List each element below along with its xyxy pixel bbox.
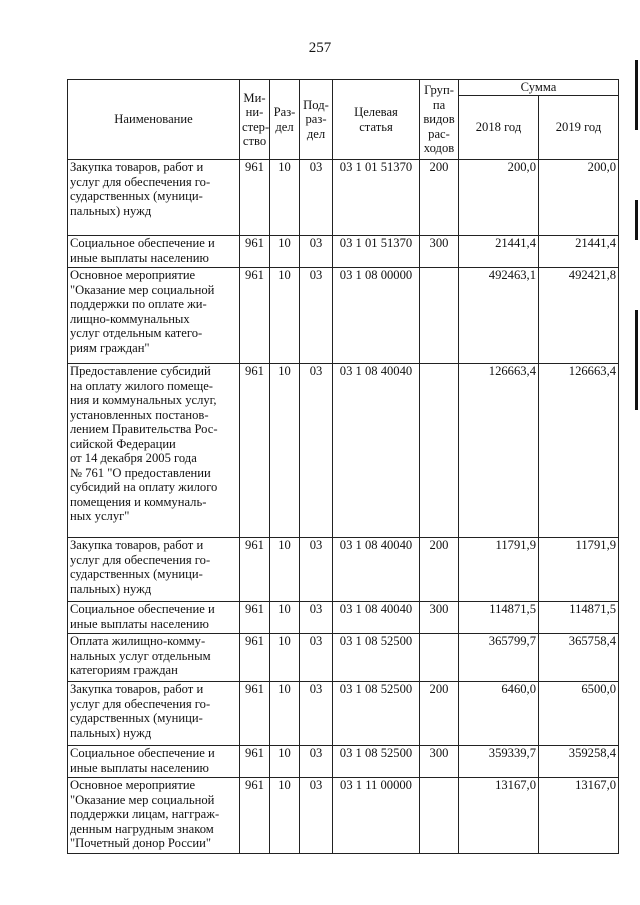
table-row [68, 746, 619, 778]
row-amount-2018: 11791,9 [459, 538, 539, 602]
row-target-article: 03 1 01 51370 [333, 236, 420, 268]
row-subsection: 03 [300, 746, 333, 778]
row-amount-2018: 200,0 [459, 160, 539, 236]
row-target-article: 03 1 08 00000 [333, 268, 420, 364]
row-ministry: 961 [240, 634, 270, 682]
header-subsection: Под- раз- дел [300, 80, 333, 160]
row-name: Основное мероприятие "Оказание мер социальной поддержки лицам, нагграж- денным нагрудным знаком "Почетный донор России" [68, 778, 240, 854]
row-target-article: 03 1 08 40040 [333, 602, 420, 634]
row-section: 10 [270, 778, 300, 854]
row-expense-group: 200 [420, 538, 459, 602]
row-ministry: 961 [240, 160, 270, 236]
row-amount-2018: 21441,4 [459, 236, 539, 268]
row-subsection: 03 [300, 268, 333, 364]
row-target-article: 03 1 08 52500 [333, 634, 420, 682]
header-year-2019: 2019 год [539, 96, 619, 160]
row-subsection: 03 [300, 634, 333, 682]
header-name: Наименование [68, 80, 240, 160]
row-subsection: 03 [300, 682, 333, 746]
row-ministry: 961 [240, 364, 270, 538]
header-year-2018: 2018 год [459, 96, 539, 160]
row-expense-group: 200 [420, 682, 459, 746]
row-subsection: 03 [300, 236, 333, 268]
row-target-article: 03 1 08 40040 [333, 538, 420, 602]
row-section: 10 [270, 160, 300, 236]
table-row [68, 236, 619, 268]
row-target-article: 03 1 01 51370 [333, 160, 420, 236]
row-ministry: 961 [240, 746, 270, 778]
scan-edge-mark [635, 60, 638, 130]
row-target-article: 03 1 08 52500 [333, 682, 420, 746]
row-expense-group: 200 [420, 160, 459, 236]
row-amount-2019: 21441,4 [539, 236, 619, 268]
row-amount-2019: 114871,5 [539, 602, 619, 634]
row-expense-group [420, 634, 459, 682]
row-amount-2019: 126663,4 [539, 364, 619, 538]
row-section: 10 [270, 236, 300, 268]
row-name: Закупка товаров, работ и услуг для обеспечения го- сударственных (муници- пальных) нужд [68, 160, 240, 236]
row-amount-2018: 114871,5 [459, 602, 539, 634]
row-target-article: 03 1 08 40040 [333, 364, 420, 538]
header-section: Раз- дел [270, 80, 300, 160]
row-section: 10 [270, 538, 300, 602]
row-ministry: 961 [240, 778, 270, 854]
row-amount-2019: 492421,8 [539, 268, 619, 364]
row-amount-2019: 11791,9 [539, 538, 619, 602]
row-subsection: 03 [300, 160, 333, 236]
table-header [68, 80, 619, 160]
scan-edge-mark [635, 200, 638, 240]
row-amount-2019: 6500,0 [539, 682, 619, 746]
row-ministry: 961 [240, 538, 270, 602]
row-name: Оплата жилищно-комму- нальных услуг отдельным категориям граждан [68, 634, 240, 682]
row-target-article: 03 1 08 52500 [333, 746, 420, 778]
row-name: Закупка товаров, работ и услуг для обеспечения го- сударственных (муници- пальных) нужд [68, 538, 240, 602]
row-amount-2018: 365799,7 [459, 634, 539, 682]
row-name: Закупка товаров, работ и услуг для обеспечения го- сударственных (муници- пальных) нужд [68, 682, 240, 746]
budget-table [67, 79, 619, 854]
row-ministry: 961 [240, 236, 270, 268]
row-amount-2019: 200,0 [539, 160, 619, 236]
scan-edge-mark [635, 310, 638, 410]
header-target-article: Целевая статья [333, 80, 420, 160]
row-name: Социальное обеспечение и иные выплаты населению [68, 602, 240, 634]
row-amount-2018: 126663,4 [459, 364, 539, 538]
row-ministry: 961 [240, 602, 270, 634]
table-body [68, 160, 619, 854]
row-expense-group: 300 [420, 746, 459, 778]
row-name: Предоставление субсидий на оплату жилого помеще- ния и коммунальных услуг, установленных постанов- лением Правительства Рос- сийской Федерации от 14 декабря 2005 года № 761 "О предоставлении субсидий на оплату жилого помещения и коммуналь- ных услуг" [68, 364, 240, 538]
row-name: Основное мероприятие "Оказание мер социальной поддержки по оплате жи- лищно-коммунальных услуг отдельным катего- риям граждан" [68, 268, 240, 364]
row-name: Социальное обеспечение и иные выплаты населению [68, 236, 240, 268]
table-row [68, 364, 619, 538]
row-amount-2018: 492463,1 [459, 268, 539, 364]
row-amount-2019: 365758,4 [539, 634, 619, 682]
table-row [68, 160, 619, 236]
table-row [68, 538, 619, 602]
row-expense-group [420, 364, 459, 538]
row-amount-2018: 359339,7 [459, 746, 539, 778]
row-section: 10 [270, 364, 300, 538]
row-section: 10 [270, 682, 300, 746]
row-ministry: 961 [240, 268, 270, 364]
table-row [68, 268, 619, 364]
table-row [68, 682, 619, 746]
row-subsection: 03 [300, 778, 333, 854]
row-name: Социальное обеспечение и иные выплаты населению [68, 746, 240, 778]
row-amount-2019: 13167,0 [539, 778, 619, 854]
row-expense-group [420, 778, 459, 854]
header-sum: Сумма [459, 80, 619, 96]
row-subsection: 03 [300, 602, 333, 634]
row-section: 10 [270, 746, 300, 778]
row-amount-2018: 13167,0 [459, 778, 539, 854]
row-amount-2018: 6460,0 [459, 682, 539, 746]
row-expense-group [420, 268, 459, 364]
row-section: 10 [270, 634, 300, 682]
row-subsection: 03 [300, 364, 333, 538]
row-ministry: 961 [240, 682, 270, 746]
table-row [68, 634, 619, 682]
header-ministry: Ми- ни- стер- ство [240, 80, 270, 160]
row-amount-2019: 359258,4 [539, 746, 619, 778]
row-section: 10 [270, 268, 300, 364]
header-expense-group: Груп- па видов рас- ходов [420, 80, 459, 160]
row-target-article: 03 1 11 00000 [333, 778, 420, 854]
row-subsection: 03 [300, 538, 333, 602]
row-expense-group: 300 [420, 236, 459, 268]
table-row [68, 602, 619, 634]
row-expense-group: 300 [420, 602, 459, 634]
table-row [68, 778, 619, 854]
row-section: 10 [270, 602, 300, 634]
page-number: 257 [308, 40, 332, 56]
